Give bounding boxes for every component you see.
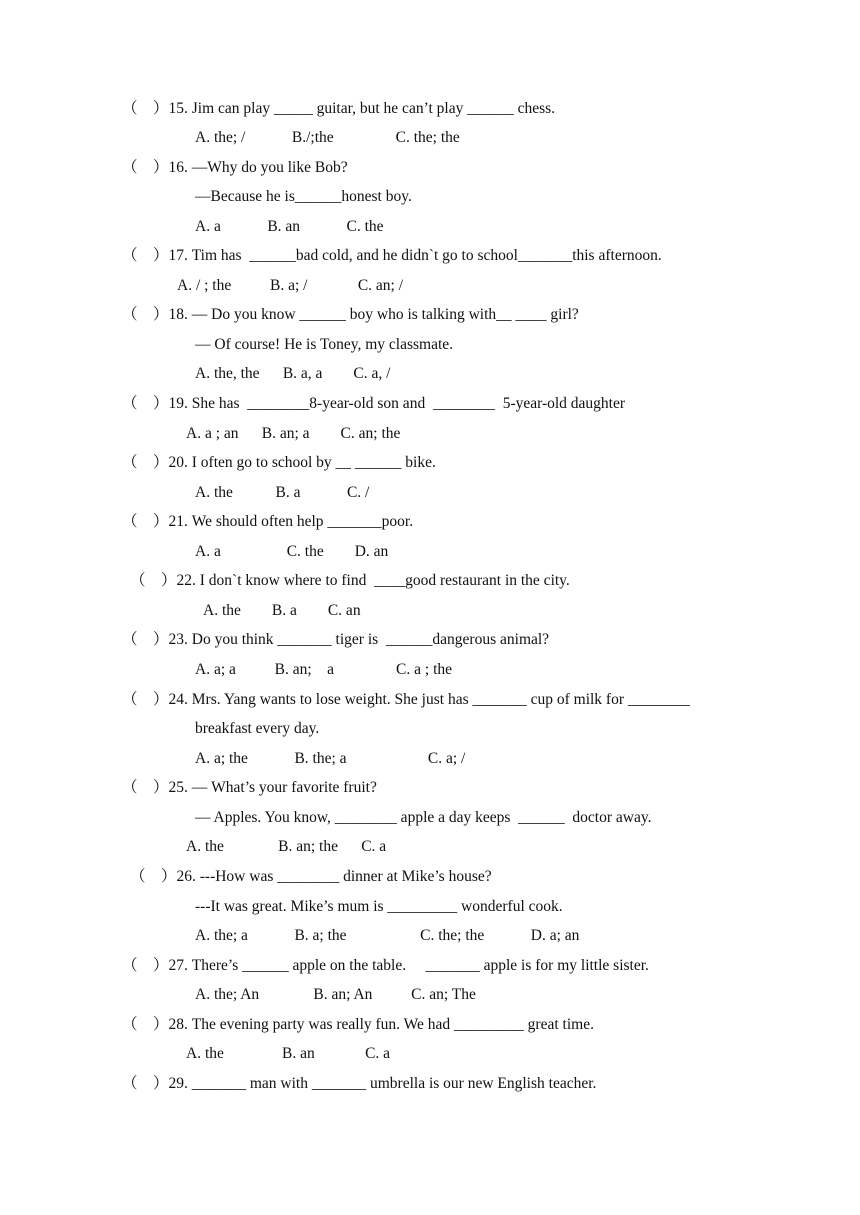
question-23: （ ）23. Do you think _______ tiger is ______dangerous animal?	[122, 631, 550, 648]
question-15: （ ）15. Jim can play _____ guitar, but he can’t play ______ chess.	[122, 100, 556, 117]
question-20: （ ）20. I often go to school by __ ______ bike.	[122, 454, 436, 471]
options-19: A. a ; an B. an; a C. an; the	[186, 425, 401, 442]
options-16: A. a B. an C. the	[195, 218, 384, 235]
options-27: A. the; An B. an; An C. an; The	[195, 986, 476, 1003]
question-18: （ ）18. — Do you know ______ boy who is talking with__ ____ girl?	[122, 306, 579, 323]
options-28: A. the B. an C. a	[186, 1045, 391, 1062]
question-25: （ ）25. — What’s your favorite fruit?	[122, 779, 377, 796]
question-28: （ ）28. The evening party was really fun. We had _________ great time.	[122, 1016, 594, 1033]
dialogue-18: — Of course! He is Toney, my classmate.	[195, 336, 454, 353]
options-20: A. the B. a C. /	[195, 484, 370, 501]
question-19: （ ）19. She has ________8-year-old son and ________ 5-year-old daughter	[122, 395, 626, 412]
options-24: A. a; the B. the; a C. a; /	[195, 750, 466, 767]
options-15: A. the; / B./;the C. the; the	[195, 129, 460, 146]
dialogue-16: —Because he is______honest boy.	[195, 188, 412, 205]
options-26: A. the; a B. a; the C. the; the D. a; an	[195, 927, 580, 944]
options-23: A. a; a B. an; a C. a ; the	[195, 661, 452, 678]
options-25: A. the B. an; the C. a	[186, 838, 387, 855]
question-29: （ ）29. _______ man with _______ umbrella is our new English teacher.	[122, 1075, 597, 1092]
question-22: （ ）22. I don`t know where to find ____good restaurant in the city.	[130, 572, 570, 589]
question-27: （ ）27. There’s ______ apple on the table. _______ apple is for my little sister.	[122, 957, 649, 974]
options-21: A. a C. the D. an	[195, 543, 389, 560]
dialogue-26: ---It was great. Mike’s mum is _________ wonderful cook.	[195, 898, 563, 915]
options-18: A. the, the B. a, a C. a, /	[195, 365, 391, 382]
question-21: （ ）21. We should often help _______poor.	[122, 513, 414, 530]
question-26: （ ）26. ---How was ________ dinner at Mike’s house?	[130, 868, 492, 885]
question-17: （ ）17. Tim has ______bad cold, and he didn`t go to school_______this afternoon.	[122, 247, 662, 264]
question-24: （ ）24. Mrs. Yang wants to lose weight. She just has _______ cup of milk for ________	[122, 691, 690, 708]
question-16: （ ）16. —Why do you like Bob?	[122, 159, 348, 176]
dialogue-25: — Apples. You know, ________ apple a day keeps ______ doctor away.	[195, 809, 652, 826]
options-17: A. / ; the B. a; / C. an; /	[177, 277, 404, 294]
options-22: A. the B. a C. an	[203, 602, 361, 619]
question-24-cont: breakfast every day.	[195, 720, 320, 737]
